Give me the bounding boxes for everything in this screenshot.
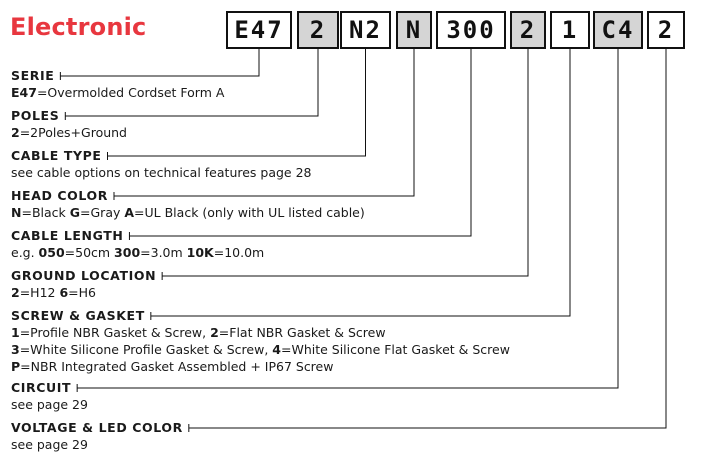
code-value: 2 (11, 125, 20, 140)
description-text: see page 29 (11, 437, 88, 452)
code-value: G (69, 205, 81, 220)
description-text: =10.0m (213, 245, 265, 260)
legend-heading-8: CIRCUIT (11, 380, 72, 395)
legend-heading-1: SERIE (11, 68, 55, 83)
code-segment-2: 2 (297, 11, 339, 49)
code-value: E47 (11, 85, 37, 100)
code-value: 3 (11, 342, 20, 357)
connector-line-3 (108, 49, 366, 156)
description-text: =H12 (19, 285, 60, 300)
description-text: =Flat NBR Gasket & Screw (218, 325, 386, 340)
code-segment-3: N2 (340, 11, 391, 49)
description-text: =NBR Integrated Gasket Assembled + IP67 Screw (20, 359, 334, 374)
code-value: N (11, 205, 22, 220)
description-text: =Gray (80, 205, 125, 220)
legend-description (11, 204, 365, 221)
description-text: =3.0m (140, 245, 187, 260)
legend-heading-4: HEAD COLOR (11, 188, 108, 203)
description-text: =Black (21, 205, 70, 220)
code-value: 2 (11, 285, 20, 300)
code-segment-1: E47 (226, 11, 292, 49)
code-value: 2 (210, 325, 219, 340)
code-segment-6: 2 (510, 11, 546, 49)
description-text: e.g. (11, 245, 39, 260)
legend-description (11, 164, 312, 181)
connector-line-2 (65, 49, 318, 116)
code-segment-8: C4 (593, 11, 643, 49)
description-text: =UL Black (only with UL listed cable) (134, 205, 365, 220)
code-value: 4 (272, 342, 281, 357)
description-text: =Profile NBR Gasket & Screw, (19, 325, 211, 340)
code-segment-9: 2 (647, 11, 685, 49)
description-text: =2Poles+Ground (19, 125, 127, 140)
legend-description (11, 436, 88, 453)
description-text: =50cm (64, 245, 115, 260)
code-segment-4: N (396, 11, 432, 49)
code-value: 10K (186, 245, 214, 260)
description-text: =White Silicone Profile Gasket & Screw, (19, 342, 273, 357)
legend-heading-6: GROUND LOCATION (11, 268, 157, 283)
code-value: 300 (114, 245, 141, 260)
description-text: =H6 (68, 285, 96, 300)
description-text: =White Silicone Flat Gasket & Screw (280, 342, 510, 357)
code-value: A (124, 205, 135, 220)
page-title: Electronic (10, 13, 147, 41)
legend-description (11, 358, 333, 375)
code-segment-5: 300 (436, 11, 506, 49)
description-text: see cable options on technical features page 28 (11, 165, 312, 180)
legend-description (11, 396, 88, 413)
legend-description (11, 124, 127, 141)
legend-heading-7: SCREW & GASKET (11, 308, 145, 323)
code-value: 1 (11, 325, 20, 340)
description-text: =Overmolded Cordset Form A (36, 85, 225, 100)
legend-description (11, 324, 386, 341)
code-value: 050 (38, 245, 65, 260)
legend-heading-2: POLES (11, 108, 60, 123)
legend-description (11, 244, 264, 261)
legend-description (11, 341, 510, 358)
code-segment-7: 1 (550, 11, 590, 49)
legend-description (11, 284, 96, 301)
connector-line-1 (60, 49, 259, 76)
legend-heading-3: CABLE TYPE (11, 148, 102, 163)
description-text: see page 29 (11, 397, 88, 412)
code-value: 6 (59, 285, 69, 300)
legend-heading-9: VOLTAGE & LED COLOR (11, 420, 183, 435)
legend-description (11, 84, 224, 101)
code-value: P (11, 359, 21, 374)
legend-heading-5: CABLE LENGTH (11, 228, 124, 243)
